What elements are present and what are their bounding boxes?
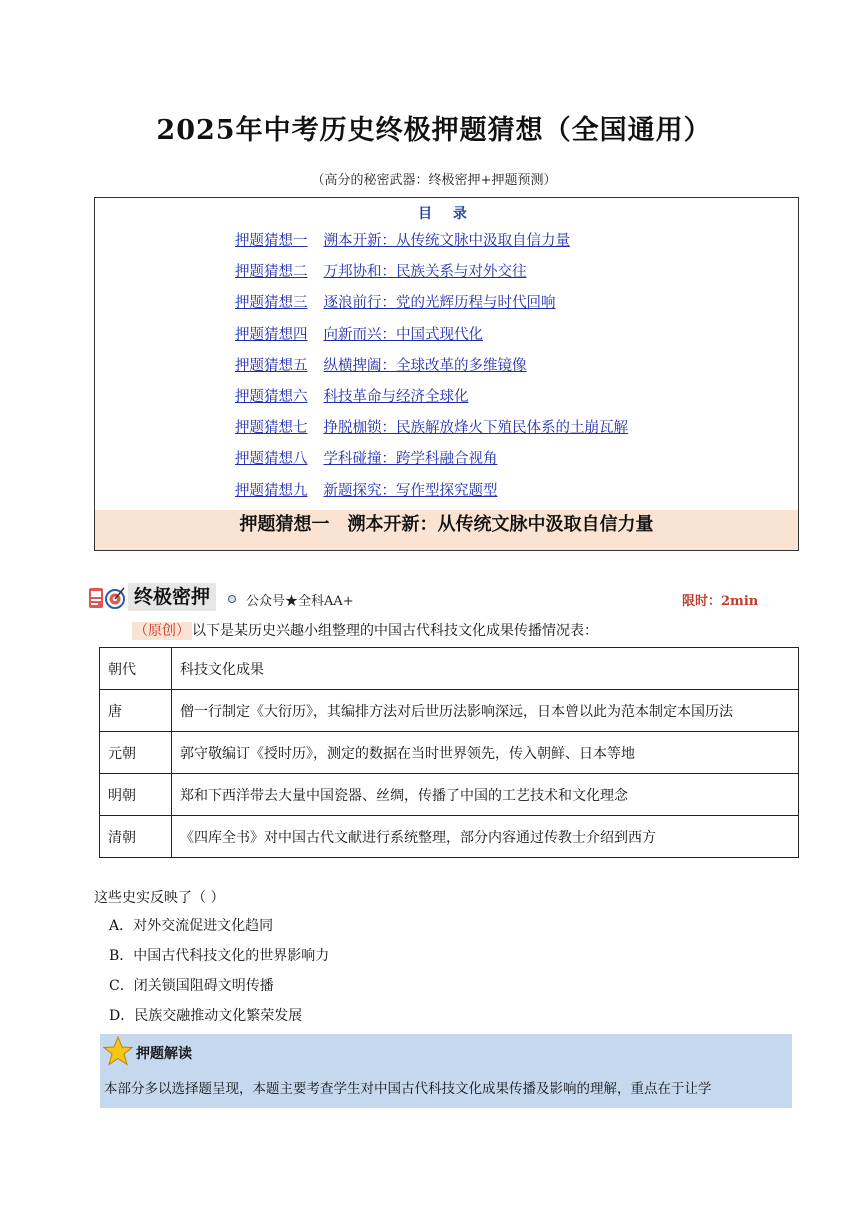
toc-list [235, 231, 628, 512]
table-row [100, 690, 799, 732]
bullet-dot-icon [228, 595, 236, 603]
achievements-table [99, 647, 799, 858]
toc-link-9[interactable]: 押题猜想九 新题探究：写作型探究题型 [235, 482, 498, 499]
table-header-row [100, 648, 799, 690]
table-row [100, 732, 799, 774]
table-row [100, 816, 799, 858]
table-cell-achievement: 《四库全书》对中国古代文献进行系统整理，部分内容通过传教士介绍到西方 [172, 816, 799, 858]
table-cell-achievement: 僧一行制定《大衍历》，其编排方法对后世历法影响深远，日本曾以此为范本制定本国历法 [172, 690, 799, 732]
secret-header [88, 583, 778, 613]
table-cell-dynasty: 元朝 [100, 732, 172, 774]
table-cell-dynasty: 清朝 [100, 816, 172, 858]
section-heading: 押题猜想一 溯本开新：从传统文脉中汲取自信力量 [95, 510, 798, 550]
table-cell-achievement: 郑和下西洋带去大量中国瓷器、丝绸，传播了中国的工艺技术和文化理念 [172, 774, 799, 816]
table-cell-dynasty: 唐 [100, 690, 172, 732]
toc-link-4[interactable]: 押题猜想四 向新而兴：中国式现代化 [235, 326, 483, 343]
toc-link-1[interactable]: 押题猜想一 溯本开新：从传统文脉中汲取自信力量 [235, 233, 570, 249]
table-cell-dynasty: 明朝 [100, 774, 172, 816]
question-stem: 这些史实反映了（ ） [94, 890, 225, 906]
analysis-body: 本部分多以选择题呈现，本题主要考查学生对中国古代科技文化成果传播及影响的理解，重点在于让学 [100, 1072, 792, 1108]
table-row [100, 774, 799, 816]
target-icon [88, 585, 126, 611]
toc-heading: 目 录 [418, 206, 475, 222]
toc-link-8[interactable]: 押题猜想八 学科碰撞：跨学科融合视角 [235, 451, 498, 468]
toc-link-5[interactable]: 押题猜想五 纵横捭阖：全球改革的多维镜像 [235, 357, 527, 374]
answer-options [109, 915, 329, 1035]
table-cell-achievement: 郭守敬编订《授时历》，测定的数据在当时世界领先，传入朝鲜、日本等地 [172, 732, 799, 774]
analysis-title: 押题解读 [136, 1046, 192, 1062]
toc-link-3[interactable]: 押题猜想三 逐浪前行：党的光辉历程与时代回响 [235, 295, 556, 312]
document-subtitle: （高分的秘密武器：终极密押+押题预测） [311, 173, 557, 188]
star-icon [103, 1036, 133, 1066]
original-tag: （原创） [134, 623, 190, 639]
toc-link-6[interactable]: 押题猜想六 科技革命与经济全球化 [235, 388, 469, 405]
option-d: D．民族交融推动文化繁荣发展 [109, 1008, 303, 1024]
toc-link-2[interactable]: 押题猜想二 万邦协和：民族关系与对外交往 [235, 264, 527, 281]
question-intro: （原创） 以下是某历史兴趣小组整理的中国古代科技文化成果传播情况表： [134, 623, 598, 639]
toc-link-7[interactable]: 押题猜想七 挣脱枷锁：民族解放烽火下殖民体系的土崩瓦解 [235, 420, 628, 437]
option-a: A．对外交流促进文化趋同 [109, 918, 274, 934]
table-header-cell: 科技文化成果 [172, 648, 799, 690]
option-b: B．中国古代科技文化的世界影响力 [109, 948, 330, 964]
secret-badge: 终极密押 [128, 583, 216, 611]
document-title: 2025年中考历史终极押题猜想（全国通用） [156, 115, 712, 146]
table-of-contents [94, 197, 799, 551]
public-account-label: 公众号★全科AA+ [246, 594, 354, 609]
table-header-cell: 朝代 [100, 648, 172, 690]
analysis-header [100, 1034, 792, 1072]
option-c: C．闭关锁国阻碍文明传播 [109, 978, 274, 994]
time-limit: 限时：2min [682, 594, 759, 609]
